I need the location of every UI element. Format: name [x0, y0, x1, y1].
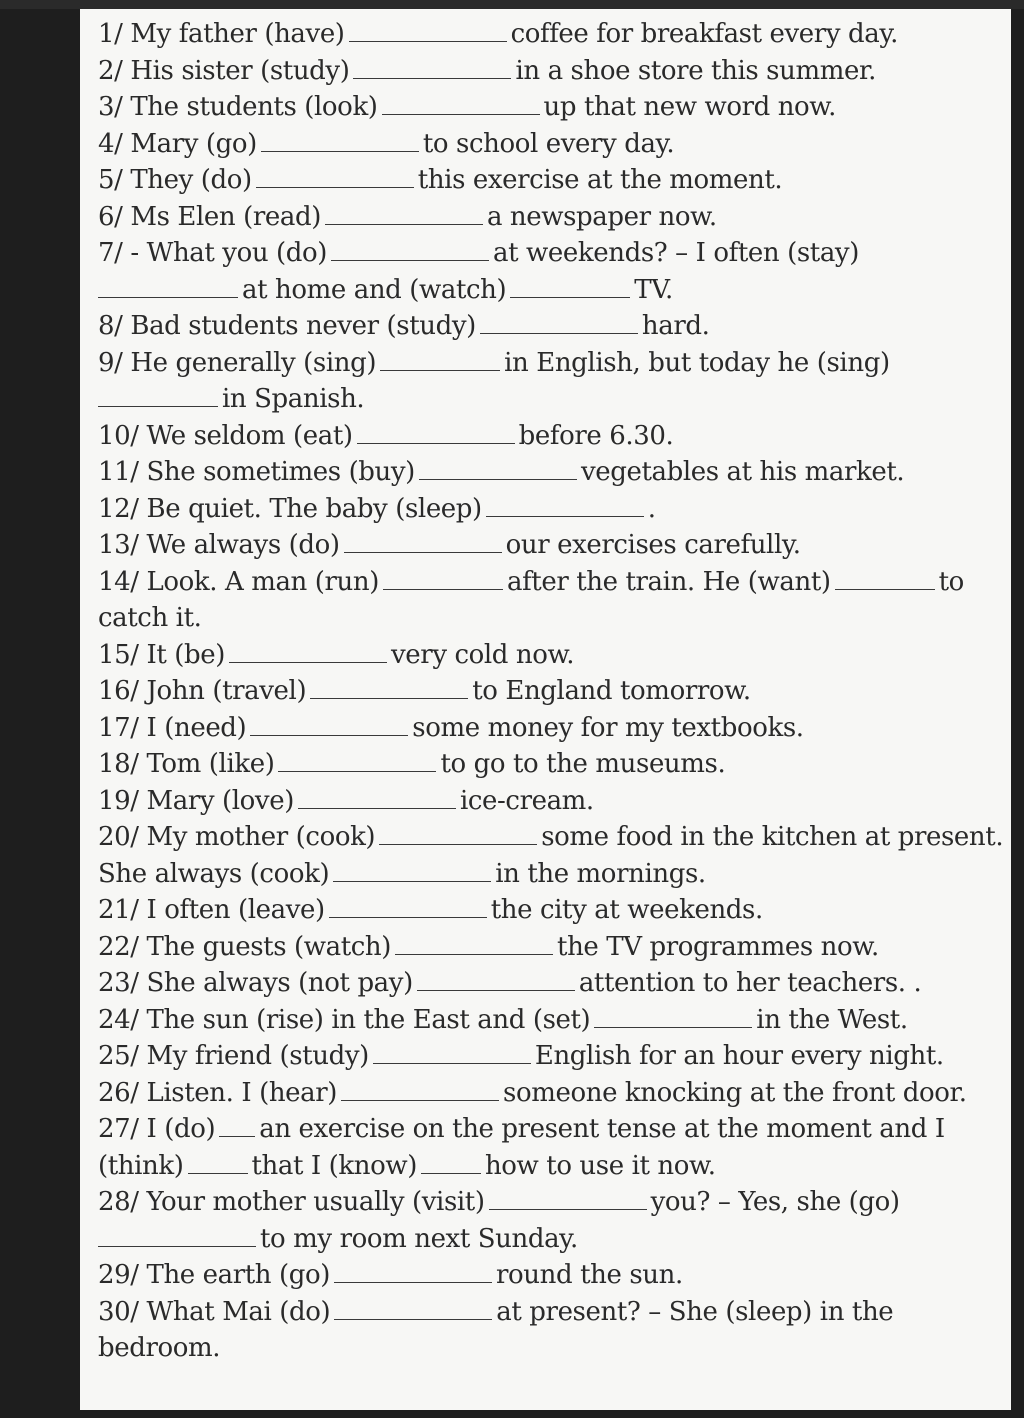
answer-blank[interactable]	[331, 238, 489, 261]
answer-blank[interactable]	[325, 202, 483, 225]
answer-blank[interactable]	[344, 530, 502, 553]
exercise-line-7: 7/ - What you (do) at weekends? – I often (stay)	[98, 238, 859, 268]
exercise-line-9: 9/ He generally (sing) in English, but today he (sing)	[98, 347, 890, 378]
exercise-line-14-continued: catch it.	[98, 603, 202, 633]
answer-blank[interactable]	[329, 895, 487, 918]
cropped-top-edge	[0, 0, 1024, 9]
exercise-line-25: 25/ My friend (study) English for an hour every night.	[98, 1041, 944, 1071]
exercise-line-21: 21/ I often (leave) the city at weekends.	[98, 895, 763, 925]
exercise-line-7-continued: at home and (watch) TV.	[98, 272, 1008, 309]
exercise-line-24: 24/ The sun (rise) in the East and (set) in the West.	[98, 1004, 908, 1035]
answer-blank[interactable]	[357, 421, 515, 444]
answer-blank[interactable]	[380, 348, 500, 371]
exercise-line-18: 18/ Tom (like) to go to the museums.	[98, 749, 726, 779]
answer-blank[interactable]	[349, 19, 507, 42]
worksheet-text	[98, 16, 1008, 1367]
answer-blank[interactable]	[382, 92, 540, 115]
exercise-line-19: 19/ Mary (love) ice-cream.	[98, 785, 594, 816]
exercise-line-22: 22/ The guests (watch) the TV programmes now.	[98, 931, 879, 962]
answer-blank[interactable]	[480, 311, 638, 334]
answer-blank[interactable]	[98, 384, 218, 407]
answer-blank[interactable]	[486, 494, 644, 517]
answer-blank[interactable]	[188, 1151, 248, 1174]
answer-blank[interactable]	[229, 640, 387, 663]
exercise-line-15: 15/ It (be) very cold now.	[98, 639, 575, 670]
answer-blank[interactable]	[341, 1078, 499, 1101]
exercise-line-8: 8/ Bad students never (study) hard.	[98, 311, 710, 341]
exercise-line-30-continued: bedroom.	[98, 1333, 221, 1363]
exercise-line-6: 6/ Ms Elen (read) a newspaper now.	[98, 201, 717, 232]
answer-blank[interactable]	[256, 165, 414, 188]
answer-blank[interactable]	[298, 786, 456, 809]
answer-blank[interactable]	[310, 676, 468, 699]
answer-blank[interactable]	[489, 1187, 647, 1210]
exercise-line-17: 17/ I (need) some money for my textbooks.	[98, 712, 804, 743]
answer-blank[interactable]	[379, 822, 537, 845]
answer-blank[interactable]	[417, 968, 575, 991]
answer-blank[interactable]	[261, 129, 419, 152]
exercise-line-28-continued: to my room next Sunday.	[98, 1221, 1008, 1258]
exercise-line-4: 4/ Mary (go) to school every day.	[98, 128, 675, 159]
answer-blank[interactable]	[334, 1297, 492, 1320]
answer-blank[interactable]	[353, 56, 511, 79]
exercise-line-29: 29/ The earth (go) round the sun.	[98, 1260, 683, 1290]
exercise-line-28: 28/ Your mother usually (visit) you? – Yes, she (go)	[98, 1187, 900, 1217]
exercise-line-10: 10/ We seldom (eat) before 6.30.	[98, 420, 674, 451]
answer-blank[interactable]	[219, 1114, 255, 1137]
answer-blank[interactable]	[395, 932, 553, 955]
exercise-line-30: 30/ What Mai (do) at present? – She (sleep) in the	[98, 1296, 894, 1327]
exercise-line-16: 16/ John (travel) to England tomorrow.	[98, 676, 751, 706]
answer-blank[interactable]	[333, 859, 491, 882]
exercise-line-26: 26/ Listen. I (hear) someone knocking at the front door.	[98, 1077, 967, 1108]
exercise-line-23: 23/ She always (not pay) attention to her teachers. .	[98, 968, 922, 998]
exercise-line-5: 5/ They (do) this exercise at the moment.	[98, 165, 783, 195]
answer-blank[interactable]	[373, 1041, 531, 1064]
answer-blank[interactable]	[383, 567, 503, 590]
answer-blank[interactable]	[278, 749, 436, 772]
exercise-line-12: 12/ Be quiet. The baby (sleep) .	[98, 493, 656, 524]
exercise-line-1: 1/ My father (have) coffee for breakfast every day.	[98, 19, 899, 49]
exercise-line-27: 27/ I (do) an exercise on the present tense at the moment and I	[98, 1114, 945, 1144]
answer-blank[interactable]	[421, 1151, 481, 1174]
answer-blank[interactable]	[835, 567, 935, 590]
exercise-line-13: 13/ We always (do) our exercises carefully.	[98, 530, 801, 560]
answer-blank[interactable]	[250, 713, 408, 736]
exercise-line-11: 11/ She sometimes (buy) vegetables at his market.	[98, 457, 905, 487]
answer-blank[interactable]	[510, 275, 630, 298]
exercise-line-20-continued: She always (cook) in the mornings.	[98, 858, 706, 889]
exercise-line-14: 14/ Look. A man (run) after the train. He (want) to	[98, 566, 964, 597]
exercise-line-2: 2/ His sister (study) in a shoe store this summer.	[98, 55, 876, 86]
answer-blank[interactable]	[594, 1005, 752, 1028]
exercise-line-9-continued: in Spanish.	[98, 381, 1008, 418]
answer-blank[interactable]	[98, 275, 238, 298]
answer-blank[interactable]	[334, 1260, 492, 1283]
exercise-line-27-continued: (think) that I (know) how to use it now.	[98, 1150, 716, 1181]
answer-blank[interactable]	[98, 1224, 256, 1247]
answer-blank[interactable]	[419, 457, 577, 480]
exercise-line-3: 3/ The students (look) up that new word now.	[98, 92, 836, 122]
exercise-line-20: 20/ My mother (cook) some food in the kitchen at present.	[98, 822, 1004, 852]
